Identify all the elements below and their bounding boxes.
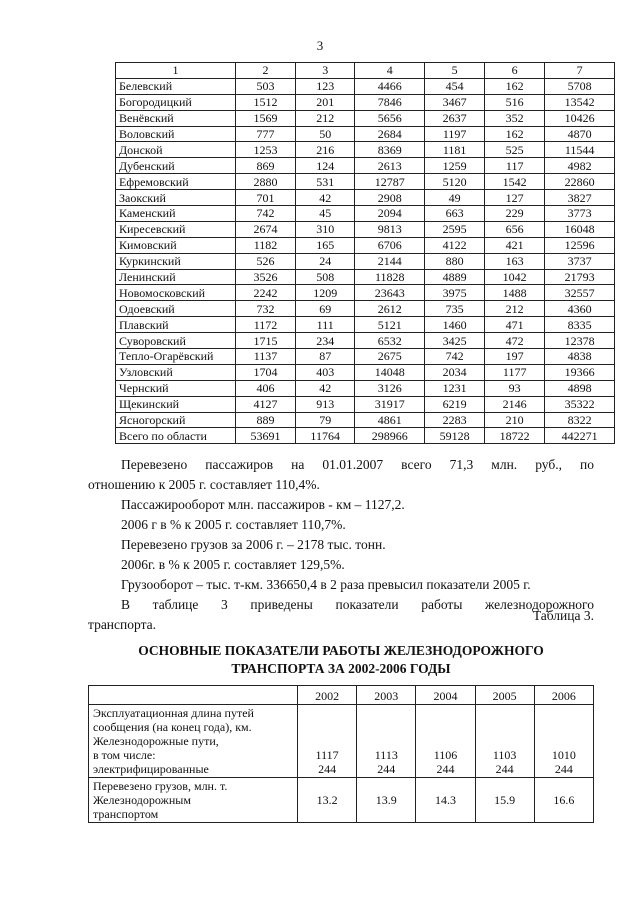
- table-cell: 1181: [425, 142, 485, 158]
- col-header: 1: [116, 63, 236, 79]
- paragraph-line: 2006 г в % к 2005 г. составляет 110,7%.: [121, 517, 346, 532]
- table-cell: [416, 705, 475, 778]
- table-cell: 421: [485, 237, 545, 253]
- district-name: Плавский: [116, 317, 236, 333]
- table-row: [116, 94, 615, 110]
- table-cell: 123: [296, 78, 355, 94]
- table-cell: 525: [485, 142, 545, 158]
- table-cell: 403: [296, 364, 355, 380]
- label-line: электрифицированные: [93, 762, 209, 776]
- table-cell: 2595: [425, 221, 485, 237]
- table-cell: 3737: [545, 253, 615, 269]
- table-cell: 10426: [545, 110, 615, 126]
- table-cell: 352: [485, 110, 545, 126]
- table-row: [116, 190, 615, 206]
- table-cell: 5120: [425, 174, 485, 190]
- table-cell: 79: [296, 412, 355, 428]
- table-cell: 2242: [236, 285, 296, 301]
- table-cell: 35322: [545, 396, 615, 412]
- table-cell: 5656: [355, 110, 425, 126]
- table-cell: 163: [485, 253, 545, 269]
- table-cell: 516: [485, 94, 545, 110]
- table-cell: 777: [236, 126, 296, 142]
- table-cell: 14048: [355, 364, 425, 380]
- table-cell: 201: [296, 94, 355, 110]
- table-cell: 162: [485, 126, 545, 142]
- table-cell: 1259: [425, 158, 485, 174]
- table-cell: 117: [485, 158, 545, 174]
- paragraph-line: В таблице 3 приведены показатели работы железнодорожного: [121, 597, 594, 612]
- table-row: [116, 333, 615, 349]
- table-row: [116, 349, 615, 365]
- table-cell: 4898: [545, 380, 615, 396]
- table-cell: 11764: [296, 428, 355, 444]
- table-cell: 11544: [545, 142, 615, 158]
- label-line: в том числе:: [93, 748, 156, 762]
- table-cell: 1488: [485, 285, 545, 301]
- year-header: 2002: [298, 686, 357, 705]
- district-name: Каменский: [116, 206, 236, 222]
- district-name: Новомосковский: [116, 285, 236, 301]
- table-cell: 4360: [545, 301, 615, 317]
- table-cell: 2880: [236, 174, 296, 190]
- district-name: Щекинский: [116, 396, 236, 412]
- label-line: Железнодорожные пути,: [93, 734, 219, 748]
- table-cell: 3425: [425, 333, 485, 349]
- table-caption: Таблица 3.: [532, 608, 594, 623]
- table-cell: [357, 705, 416, 778]
- table-cell: 2612: [355, 301, 425, 317]
- district-name: Кимовский: [116, 237, 236, 253]
- section-title: [88, 642, 594, 678]
- table-row: [116, 428, 615, 444]
- table-cell: 124: [296, 158, 355, 174]
- table-cell: 16.6: [534, 778, 593, 823]
- table-cell: 663: [425, 206, 485, 222]
- table-cell: 3526: [236, 269, 296, 285]
- col-header: 4: [355, 63, 425, 79]
- table-cell: 1569: [236, 110, 296, 126]
- district-name: Узловский: [116, 364, 236, 380]
- district-name: Заокский: [116, 190, 236, 206]
- table-cell: 9813: [355, 221, 425, 237]
- table-cell: 229: [485, 206, 545, 222]
- table-cell: 2144: [355, 253, 425, 269]
- table-cell: 69: [296, 301, 355, 317]
- row-label: [89, 705, 298, 778]
- table-cell: 216: [296, 142, 355, 158]
- table-cell: 13.2: [298, 778, 357, 823]
- table-cell: 298966: [355, 428, 425, 444]
- table-row: [116, 110, 615, 126]
- table-cell: 2684: [355, 126, 425, 142]
- row-label: [89, 778, 298, 823]
- table-cell: 197: [485, 349, 545, 365]
- label-line: Перевезено грузов, млн. т.: [93, 779, 228, 793]
- district-name: Всего по области: [116, 428, 236, 444]
- total-value: 1103: [492, 748, 517, 762]
- table-cell: 1253: [236, 142, 296, 158]
- table-cell: 1704: [236, 364, 296, 380]
- table-cell: 24: [296, 253, 355, 269]
- title-line: ОСНОВНЫЕ ПОКАЗАТЕЛИ РАБОТЫ ЖЕЛЕЗНОДОРОЖНОГО: [138, 643, 544, 658]
- table-cell: 5708: [545, 78, 615, 94]
- table-cell: 4889: [425, 269, 485, 285]
- district-name: Воловский: [116, 126, 236, 142]
- table-cell: [534, 705, 593, 778]
- table-cell: [475, 705, 534, 778]
- table-cell: 49: [425, 190, 485, 206]
- table-cell: 531: [296, 174, 355, 190]
- table-row: [116, 253, 615, 269]
- district-name: Тепло-Огарёвский: [116, 349, 236, 365]
- table-cell: 93: [485, 380, 545, 396]
- table-cell: 12787: [355, 174, 425, 190]
- district-name: Богородицкий: [116, 94, 236, 110]
- table-cell: 1197: [425, 126, 485, 142]
- table-cell: 234: [296, 333, 355, 349]
- label-line: сообщения (на конец года), км.: [93, 720, 252, 734]
- col-header: 3: [296, 63, 355, 79]
- table-header-row: [116, 63, 615, 79]
- electrified-value: 244: [554, 762, 573, 776]
- district-name: Ефремовский: [116, 174, 236, 190]
- table-cell: 1460: [425, 317, 485, 333]
- table-cell: 735: [425, 301, 485, 317]
- table-cell: 21793: [545, 269, 615, 285]
- table-cell: 22860: [545, 174, 615, 190]
- districts-table: [115, 62, 615, 444]
- table-cell: 869: [236, 158, 296, 174]
- district-name: Венёвский: [116, 110, 236, 126]
- table-row: [116, 380, 615, 396]
- table-cell: 2146: [485, 396, 545, 412]
- table-cell: 1209: [296, 285, 355, 301]
- table-cell: 45: [296, 206, 355, 222]
- label-line: Эксплуатационная длина путей: [93, 706, 254, 720]
- table-cell: 4982: [545, 158, 615, 174]
- table-row: [116, 269, 615, 285]
- table-cell: 8322: [545, 412, 615, 428]
- table-cell: 2034: [425, 364, 485, 380]
- table-cell: 50: [296, 126, 355, 142]
- district-name: Ленинский: [116, 269, 236, 285]
- table-cell: 8335: [545, 317, 615, 333]
- total-value: 1113: [374, 748, 398, 762]
- paragraph-line: отношению к 2005 г. составляет 110,4%.: [88, 477, 320, 492]
- col-header: 7: [545, 63, 615, 79]
- table-cell: 12596: [545, 237, 615, 253]
- total-value: 1106: [433, 748, 458, 762]
- table-cell: 1137: [236, 349, 296, 365]
- district-name: Дубенский: [116, 158, 236, 174]
- table-row: [89, 705, 594, 778]
- year-header: 2006: [534, 686, 593, 705]
- district-name: Одоевский: [116, 301, 236, 317]
- page-number: 3: [316, 38, 324, 53]
- table-cell: 508: [296, 269, 355, 285]
- table-cell: 212: [296, 110, 355, 126]
- district-name: Чернский: [116, 380, 236, 396]
- table-cell: 3773: [545, 206, 615, 222]
- table-cell: 2094: [355, 206, 425, 222]
- table-row: [116, 206, 615, 222]
- table-cell: 3126: [355, 380, 425, 396]
- table-row: [116, 174, 615, 190]
- table-cell: 87: [296, 349, 355, 365]
- table-cell: 19366: [545, 364, 615, 380]
- table-row: [116, 396, 615, 412]
- table-cell: 2675: [355, 349, 425, 365]
- table-cell: 14.3: [416, 778, 475, 823]
- table-cell: 4127: [236, 396, 296, 412]
- table-cell: 4861: [355, 412, 425, 428]
- table-cell: 18722: [485, 428, 545, 444]
- table-row: [116, 285, 615, 301]
- table-cell: 1542: [485, 174, 545, 190]
- table-cell: 1715: [236, 333, 296, 349]
- table-cell: 656: [485, 221, 545, 237]
- table-cell: 162: [485, 78, 545, 94]
- table-cell: 1231: [425, 380, 485, 396]
- table-cell: 13.9: [357, 778, 416, 823]
- total-value: 1117: [315, 748, 339, 762]
- table-cell: 2637: [425, 110, 485, 126]
- railway-indicators-table: [88, 685, 594, 823]
- table-cell: 7846: [355, 94, 425, 110]
- year-header: 2004: [416, 686, 475, 705]
- table-cell: 12378: [545, 333, 615, 349]
- table-cell: 31917: [355, 396, 425, 412]
- district-name: Донской: [116, 142, 236, 158]
- table-cell: 442271: [545, 428, 615, 444]
- table-row: [116, 317, 615, 333]
- table-row: [116, 158, 615, 174]
- col-header: 2: [236, 63, 296, 79]
- table-header-row: [89, 686, 594, 705]
- table-cell: 210: [485, 412, 545, 428]
- table-cell: 503: [236, 78, 296, 94]
- table-cell: 3975: [425, 285, 485, 301]
- table-cell: 6706: [355, 237, 425, 253]
- table-cell: 1182: [236, 237, 296, 253]
- table-cell: 32557: [545, 285, 615, 301]
- paragraph-line: Грузооборот – тыс. т-км. 336650,4 в 2 раза превысил показатели 2005 г.: [121, 577, 531, 592]
- table-cell: 701: [236, 190, 296, 206]
- table-cell: 42: [296, 380, 355, 396]
- table-cell: 889: [236, 412, 296, 428]
- table-row: [116, 412, 615, 428]
- table-cell: 6219: [425, 396, 485, 412]
- district-name: Киресевский: [116, 221, 236, 237]
- table-row: [116, 221, 615, 237]
- table-cell: 11828: [355, 269, 425, 285]
- table-cell: 1177: [485, 364, 545, 380]
- table-cell: 212: [485, 301, 545, 317]
- table-cell: 913: [296, 396, 355, 412]
- table-cell: 742: [425, 349, 485, 365]
- table-cell: 471: [485, 317, 545, 333]
- total-value: 1010: [551, 748, 576, 762]
- table-cell: 8369: [355, 142, 425, 158]
- table-cell: 1512: [236, 94, 296, 110]
- table-row: [116, 142, 615, 158]
- title-line: ТРАНСПОРТА ЗА 2002-2006 ГОДЫ: [231, 661, 451, 676]
- table-cell: 3467: [425, 94, 485, 110]
- label-line: транспортом: [93, 807, 159, 821]
- table-cell: 406: [236, 380, 296, 396]
- table-row: [116, 364, 615, 380]
- electrified-value: 244: [495, 762, 514, 776]
- table-row: [116, 237, 615, 253]
- table-cell: 1172: [236, 317, 296, 333]
- table-cell: 454: [425, 78, 485, 94]
- paragraph-line: Перевезено грузов за 2006 г. – 2178 тыс. тонн.: [121, 537, 386, 552]
- table-cell: 2283: [425, 412, 485, 428]
- table-cell: 310: [296, 221, 355, 237]
- paragraph-line: транспорта.: [88, 617, 157, 632]
- electrified-value: 244: [436, 762, 455, 776]
- paragraph-line: Пассажирооборот млн. пассажиров - км – 1127,2.: [121, 497, 405, 512]
- table-cell: 472: [485, 333, 545, 349]
- table-cell: 2674: [236, 221, 296, 237]
- table-cell: 526: [236, 253, 296, 269]
- table-cell: 880: [425, 253, 485, 269]
- table-cell: 53691: [236, 428, 296, 444]
- table-cell: 23643: [355, 285, 425, 301]
- table-cell: 3827: [545, 190, 615, 206]
- label-line: Железнодорожным: [93, 793, 191, 807]
- electrified-value: 244: [318, 762, 337, 776]
- table-cell: 13542: [545, 94, 615, 110]
- table-cell: 42: [296, 190, 355, 206]
- district-name: Суворовский: [116, 333, 236, 349]
- table-cell: 1042: [485, 269, 545, 285]
- district-name: Ясногорский: [116, 412, 236, 428]
- table-row: [89, 778, 594, 823]
- district-name: Белевский: [116, 78, 236, 94]
- table-cell: 4870: [545, 126, 615, 142]
- table-cell: 742: [236, 206, 296, 222]
- table-row: [116, 126, 615, 142]
- table-cell: 5121: [355, 317, 425, 333]
- table-row: [116, 301, 615, 317]
- table-cell: 127: [485, 190, 545, 206]
- table-cell: 2908: [355, 190, 425, 206]
- district-name: Куркинский: [116, 253, 236, 269]
- table-cell: 4466: [355, 78, 425, 94]
- table-cell: 2613: [355, 158, 425, 174]
- table-cell: 16048: [545, 221, 615, 237]
- table-cell: 4122: [425, 237, 485, 253]
- table-cell: 6532: [355, 333, 425, 349]
- table-cell: 4838: [545, 349, 615, 365]
- table-row: [116, 78, 615, 94]
- table-cell: 15.9: [475, 778, 534, 823]
- col-header: 6: [485, 63, 545, 79]
- table-cell: [298, 705, 357, 778]
- table-cell: 732: [236, 301, 296, 317]
- electrified-value: 244: [377, 762, 396, 776]
- label-header: [89, 686, 298, 705]
- year-header: 2005: [475, 686, 534, 705]
- table-cell: 165: [296, 237, 355, 253]
- year-header: 2003: [357, 686, 416, 705]
- paragraph-line: Перевезено пассажиров на 01.01.2007 всего 71,3 млн. руб., по: [121, 457, 594, 472]
- col-header: 5: [425, 63, 485, 79]
- paragraph-line: 2006г. в % к 2005 г. составляет 129,5%.: [121, 557, 345, 572]
- table-cell: 59128: [425, 428, 485, 444]
- table-cell: 111: [296, 317, 355, 333]
